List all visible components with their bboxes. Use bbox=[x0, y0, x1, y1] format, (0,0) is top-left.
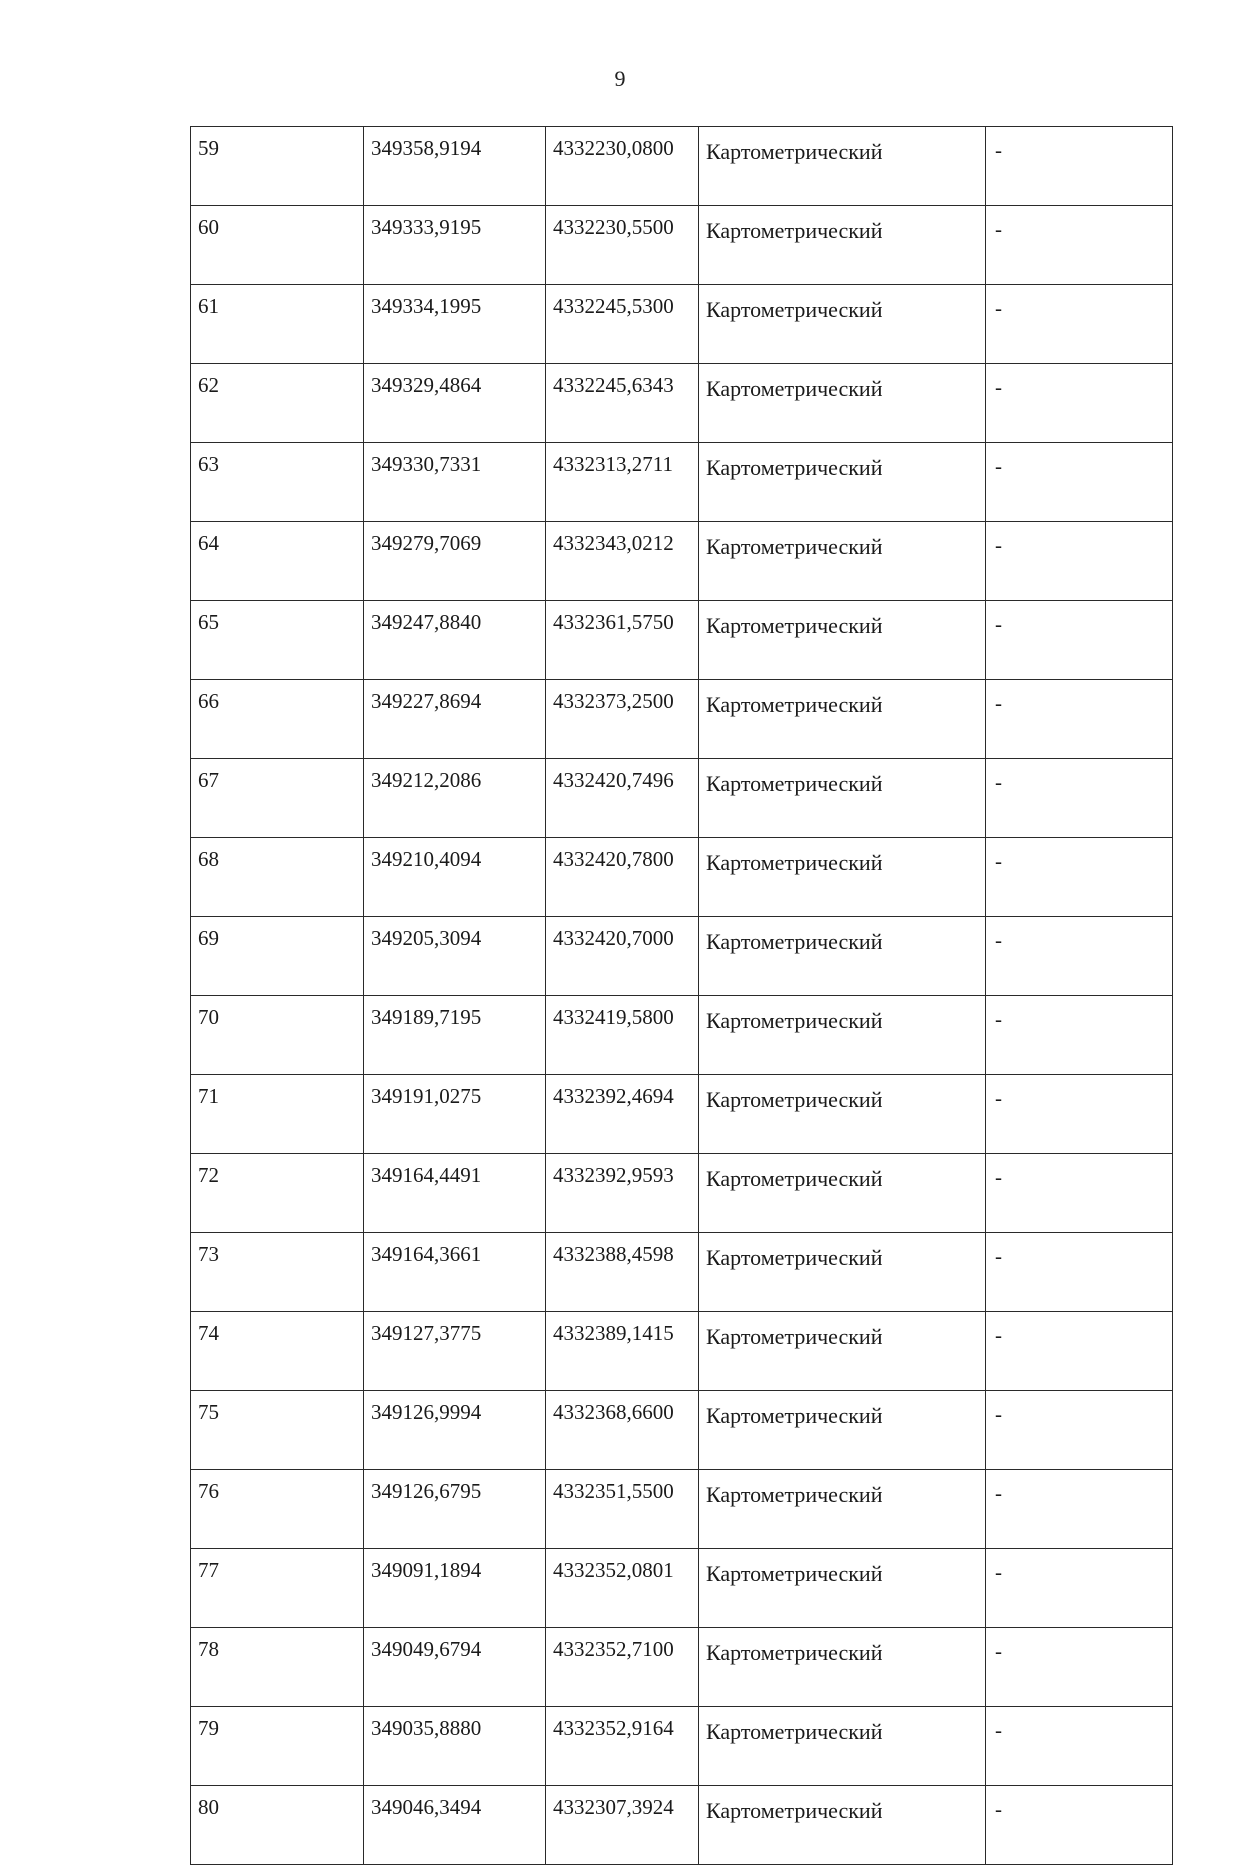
y-coordinate-cell: 4332392,4694 bbox=[546, 1075, 699, 1154]
x-coordinate-cell: 349189,7195 bbox=[364, 996, 546, 1075]
point-number-cell: 62 bbox=[191, 364, 364, 443]
y-coordinate-cell: 4332420,7800 bbox=[546, 838, 699, 917]
point-number-cell: 74 bbox=[191, 1312, 364, 1391]
x-coordinate-cell: 349049,6794 bbox=[364, 1628, 546, 1707]
method-cell: Картометрический bbox=[699, 364, 986, 443]
point-number-cell: 78 bbox=[191, 1628, 364, 1707]
point-number-cell: 70 bbox=[191, 996, 364, 1075]
y-coordinate-cell: 4332230,5500 bbox=[546, 206, 699, 285]
note-cell: - bbox=[986, 206, 1173, 285]
x-coordinate-cell: 349035,8880 bbox=[364, 1707, 546, 1786]
method-cell: Картометрический bbox=[699, 1707, 986, 1786]
point-number-cell: 75 bbox=[191, 1391, 364, 1470]
x-coordinate-cell: 349126,6795 bbox=[364, 1470, 546, 1549]
note-cell: - bbox=[986, 1391, 1173, 1470]
page-number: 9 bbox=[614, 66, 626, 91]
method-cell: Картометрический bbox=[699, 1312, 986, 1391]
method-cell: Картометрический bbox=[699, 1786, 986, 1865]
method-cell: Картометрический bbox=[699, 1075, 986, 1154]
method-cell: Картометрический bbox=[699, 443, 986, 522]
note-cell: - bbox=[986, 522, 1173, 601]
point-number-cell: 64 bbox=[191, 522, 364, 601]
y-coordinate-cell: 4332245,5300 bbox=[546, 285, 699, 364]
point-number-cell: 73 bbox=[191, 1233, 364, 1312]
method-cell: Картометрический bbox=[699, 838, 986, 917]
y-coordinate-cell: 4332368,6600 bbox=[546, 1391, 699, 1470]
y-coordinate-cell: 4332388,4598 bbox=[546, 1233, 699, 1312]
table-row bbox=[191, 1786, 1173, 1865]
y-coordinate-cell: 4332392,9593 bbox=[546, 1154, 699, 1233]
y-coordinate-cell: 4332373,2500 bbox=[546, 680, 699, 759]
method-cell: Картометрический bbox=[699, 917, 986, 996]
note-cell: - bbox=[986, 1154, 1173, 1233]
x-coordinate-cell: 349227,8694 bbox=[364, 680, 546, 759]
point-number-cell: 69 bbox=[191, 917, 364, 996]
method-cell: Картометрический bbox=[699, 285, 986, 364]
table-row bbox=[191, 1075, 1173, 1154]
y-coordinate-cell: 4332343,0212 bbox=[546, 522, 699, 601]
x-coordinate-cell: 349334,1995 bbox=[364, 285, 546, 364]
table-row bbox=[191, 759, 1173, 838]
table-row bbox=[191, 1549, 1173, 1628]
y-coordinate-cell: 4332313,2711 bbox=[546, 443, 699, 522]
x-coordinate-cell: 349046,3494 bbox=[364, 1786, 546, 1865]
table-row bbox=[191, 1312, 1173, 1391]
point-number-cell: 79 bbox=[191, 1707, 364, 1786]
point-number-cell: 59 bbox=[191, 127, 364, 206]
method-cell: Картометрический bbox=[699, 1470, 986, 1549]
table-row bbox=[191, 285, 1173, 364]
note-cell: - bbox=[986, 285, 1173, 364]
method-cell: Картометрический bbox=[699, 1233, 986, 1312]
y-coordinate-cell: 4332307,3924 bbox=[546, 1786, 699, 1865]
x-coordinate-cell: 349212,2086 bbox=[364, 759, 546, 838]
note-cell: - bbox=[986, 364, 1173, 443]
x-coordinate-cell: 349279,7069 bbox=[364, 522, 546, 601]
point-number-cell: 66 bbox=[191, 680, 364, 759]
x-coordinate-cell: 349127,3775 bbox=[364, 1312, 546, 1391]
note-cell: - bbox=[986, 1549, 1173, 1628]
y-coordinate-cell: 4332361,5750 bbox=[546, 601, 699, 680]
note-cell: - bbox=[986, 917, 1173, 996]
method-cell: Картометрический bbox=[699, 1154, 986, 1233]
method-cell: Картометрический bbox=[699, 1549, 986, 1628]
note-cell: - bbox=[986, 759, 1173, 838]
method-cell: Картометрический bbox=[699, 759, 986, 838]
point-number-cell: 63 bbox=[191, 443, 364, 522]
table-row bbox=[191, 996, 1173, 1075]
coordinates-table bbox=[190, 126, 1173, 1865]
table-row bbox=[191, 127, 1173, 206]
point-number-cell: 77 bbox=[191, 1549, 364, 1628]
x-coordinate-cell: 349329,4864 bbox=[364, 364, 546, 443]
point-number-cell: 72 bbox=[191, 1154, 364, 1233]
point-number-cell: 80 bbox=[191, 1786, 364, 1865]
method-cell: Картометрический bbox=[699, 996, 986, 1075]
x-coordinate-cell: 349210,4094 bbox=[364, 838, 546, 917]
note-cell: - bbox=[986, 1707, 1173, 1786]
coordinates-table-body bbox=[191, 127, 1173, 1865]
x-coordinate-cell: 349205,3094 bbox=[364, 917, 546, 996]
point-number-cell: 67 bbox=[191, 759, 364, 838]
method-cell: Картометрический bbox=[699, 127, 986, 206]
point-number-cell: 61 bbox=[191, 285, 364, 364]
x-coordinate-cell: 349164,4491 bbox=[364, 1154, 546, 1233]
table-row bbox=[191, 1628, 1173, 1707]
table-row bbox=[191, 364, 1173, 443]
note-cell: - bbox=[986, 680, 1173, 759]
table-row bbox=[191, 838, 1173, 917]
table-row bbox=[191, 443, 1173, 522]
note-cell: - bbox=[986, 1312, 1173, 1391]
note-cell: - bbox=[986, 1233, 1173, 1312]
point-number-cell: 76 bbox=[191, 1470, 364, 1549]
y-coordinate-cell: 4332352,0801 bbox=[546, 1549, 699, 1628]
point-number-cell: 71 bbox=[191, 1075, 364, 1154]
note-cell: - bbox=[986, 127, 1173, 206]
y-coordinate-cell: 4332230,0800 bbox=[546, 127, 699, 206]
x-coordinate-cell: 349333,9195 bbox=[364, 206, 546, 285]
table-row bbox=[191, 1233, 1173, 1312]
method-cell: Картометрический bbox=[699, 601, 986, 680]
point-number-cell: 68 bbox=[191, 838, 364, 917]
note-cell: - bbox=[986, 443, 1173, 522]
table-row bbox=[191, 601, 1173, 680]
method-cell: Картометрический bbox=[699, 522, 986, 601]
point-number-cell: 65 bbox=[191, 601, 364, 680]
table-row bbox=[191, 1470, 1173, 1549]
y-coordinate-cell: 4332352,9164 bbox=[546, 1707, 699, 1786]
table-row bbox=[191, 1707, 1173, 1786]
method-cell: Картометрический bbox=[699, 1391, 986, 1470]
method-cell: Картометрический bbox=[699, 680, 986, 759]
x-coordinate-cell: 349164,3661 bbox=[364, 1233, 546, 1312]
method-cell: Картометрический bbox=[699, 206, 986, 285]
note-cell: - bbox=[986, 838, 1173, 917]
table-row bbox=[191, 206, 1173, 285]
note-cell: - bbox=[986, 1786, 1173, 1865]
note-cell: - bbox=[986, 1628, 1173, 1707]
table-row bbox=[191, 1391, 1173, 1470]
y-coordinate-cell: 4332419,5800 bbox=[546, 996, 699, 1075]
x-coordinate-cell: 349126,9994 bbox=[364, 1391, 546, 1470]
x-coordinate-cell: 349091,1894 bbox=[364, 1549, 546, 1628]
x-coordinate-cell: 349247,8840 bbox=[364, 601, 546, 680]
table-row bbox=[191, 1154, 1173, 1233]
y-coordinate-cell: 4332389,1415 bbox=[546, 1312, 699, 1391]
note-cell: - bbox=[986, 996, 1173, 1075]
note-cell: - bbox=[986, 601, 1173, 680]
y-coordinate-cell: 4332245,6343 bbox=[546, 364, 699, 443]
point-number-cell: 60 bbox=[191, 206, 364, 285]
method-cell: Картометрический bbox=[699, 1628, 986, 1707]
y-coordinate-cell: 4332420,7496 bbox=[546, 759, 699, 838]
note-cell: - bbox=[986, 1075, 1173, 1154]
x-coordinate-cell: 349358,9194 bbox=[364, 127, 546, 206]
table-row bbox=[191, 917, 1173, 996]
table-row bbox=[191, 680, 1173, 759]
y-coordinate-cell: 4332352,7100 bbox=[546, 1628, 699, 1707]
note-cell: - bbox=[986, 1470, 1173, 1549]
x-coordinate-cell: 349191,0275 bbox=[364, 1075, 546, 1154]
table-row bbox=[191, 522, 1173, 601]
y-coordinate-cell: 4332351,5500 bbox=[546, 1470, 699, 1549]
x-coordinate-cell: 349330,7331 bbox=[364, 443, 546, 522]
y-coordinate-cell: 4332420,7000 bbox=[546, 917, 699, 996]
